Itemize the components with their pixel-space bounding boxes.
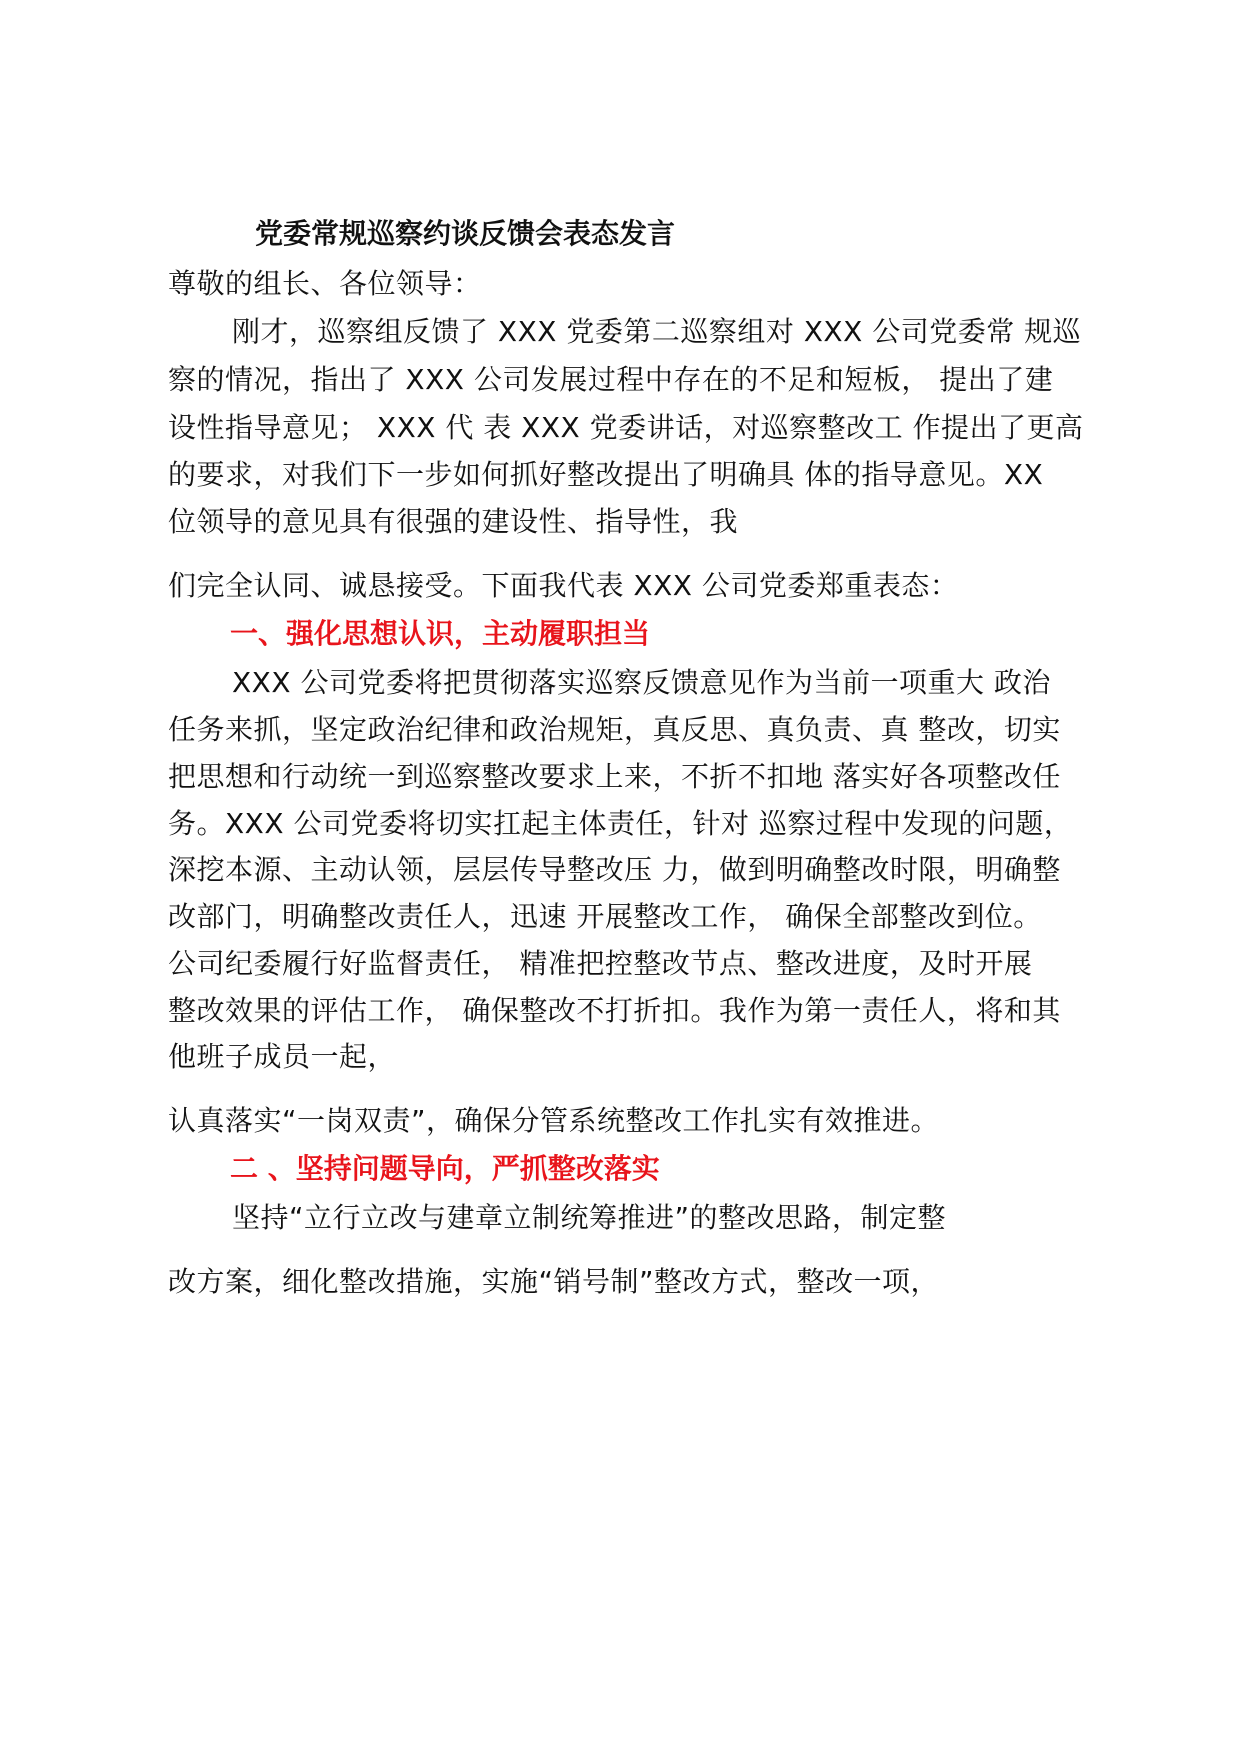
section-1-line-3: 把思想和行动统一到巡察整改要求上来，不折不扣地 落实好各项整改任: [168, 760, 1061, 793]
section-1-heading: 一、强化思想认识，主动履职担当: [230, 617, 651, 650]
section-1-line-5: 深挖本源、主动认领，层层传导整改压 力，做到明确整改时限，明确整: [168, 853, 1061, 886]
section-1-line-7: 公司纪委履行好监督责任， 精准把控整改节点、整改进度，及时开展: [168, 947, 1033, 980]
section-1-line-4: 务。XXX 公司党委将切实扛起主体责任，针对 巡察过程中发现的问题，: [168, 807, 1073, 840]
intro-line-5: 位领导的意见具有很强的建设性、指导性，我: [168, 505, 739, 538]
section-1-line-8: 整改效果的评估工作， 确保整改不打折扣。我作为第一责任人，将和其: [168, 994, 1061, 1027]
section-1-line-1: XXX 公司党委将把贯彻落实巡察反馈意见作为当前一项重大 政治: [232, 666, 1051, 699]
section-2-line-1: 坚持“立行立改与建章立制统筹推进”的整改思路，制定整: [232, 1201, 947, 1234]
intro-line-6: 们完全认同、诚恳接受。下面我代表 XXX 公司党委郑重表态：: [168, 569, 959, 602]
section-2-heading: 二 、坚持问题导向，严抓整改落实: [230, 1152, 660, 1185]
intro-line-1: 刚才，巡察组反馈了 XXX 党委第二巡察组对 XXX 公司党委常 规巡: [232, 315, 1082, 348]
intro-line-4: 的要求，对我们下一步如何抓好整改提出了明确具 体的指导意见。XX: [168, 458, 1044, 491]
intro-line-3: 设性指导意见； XXX 代 表 XXX 党委讲话，对巡察整改工 作提出了更高: [168, 411, 1084, 444]
section-2-line-2: 改方案，细化整改措施，实施“销号制”整改方式，整改一项，: [168, 1265, 940, 1298]
intro-line-2: 察的情况，指出了 XXX 公司发展过程中存在的不足和短板， 提出了建: [168, 363, 1054, 396]
section-1-line-9: 他班子成员一起，: [168, 1040, 397, 1073]
document-title: 党委常规巡察约谈反馈会表态发言: [255, 217, 676, 250]
salutation: 尊敬的组长、各位领导：: [168, 267, 482, 300]
section-1-line-10: 认真落实“一岗双责”，确保分管系统整改工作扎实有效推进。: [168, 1104, 940, 1137]
section-1-line-2: 任务来抓，坚定政治纪律和政治规矩，真反思、真负责、真 整改，切实: [168, 713, 1061, 746]
section-1-line-6: 改部门，明确整改责任人，迅速 开展整改工作， 确保全部整改到位。: [168, 900, 1042, 933]
